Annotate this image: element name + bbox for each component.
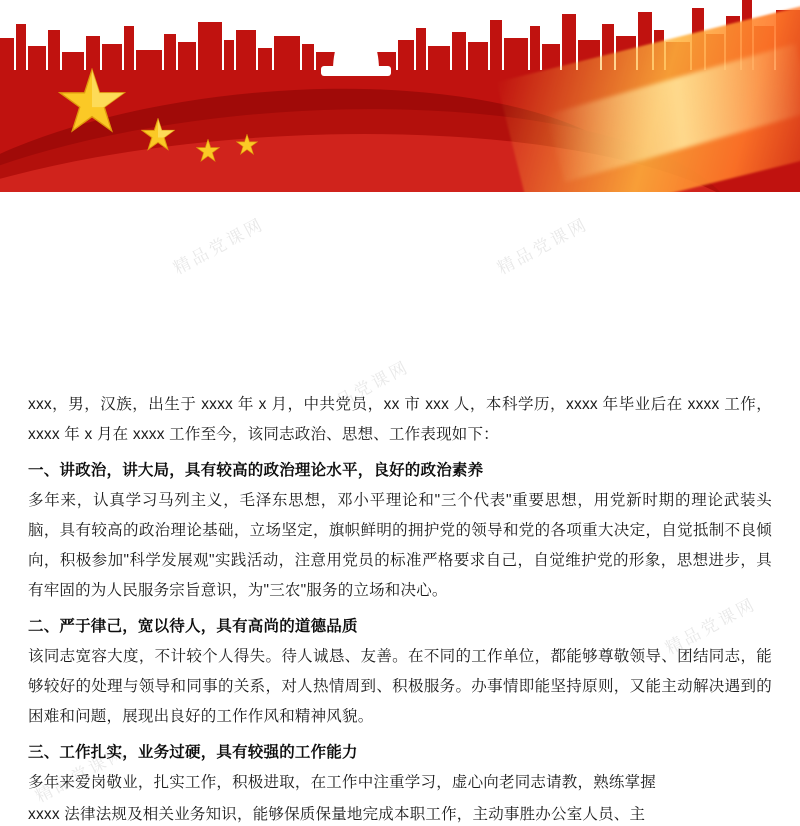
star-small-2-icon <box>236 134 258 155</box>
section-body-3-clipped: xxxx 法律法规及相关业务知识，能够保质保量地完成本职工作，主动事胜办公室人员、主 <box>28 806 646 823</box>
star-medium-icon <box>141 118 175 151</box>
section-heading-1: 一、讲政治，讲大局，具有较高的政治理论水平，良好的政治素养 <box>28 462 484 479</box>
intro-paragraph: xxx，男，汉族，出生于 xxxx 年 x 月，中共党员，xx 市 xxx 人，本科学历，xxxx 年毕业后在 xxxx 工作，xxxx 年 x 月在 xxxx 工作至今，该同志政治、思想、工作表现如下： <box>28 396 772 443</box>
watermark: 精品党课网 <box>662 594 760 659</box>
section-heading-3: 三、工作扎实，业务过硬，具有较强的工作能力 <box>28 744 358 761</box>
header-banner <box>0 0 800 196</box>
star-small-1-icon <box>196 139 220 162</box>
section-heading-2: 二、严于律己，宽以待人，具有高尚的道德品质 <box>28 618 358 635</box>
watermark: 品党课网 <box>333 357 413 412</box>
section-body-1: 多年来，认真学习马列主义，毛泽东思想，邓小平理论和"三个代表"重要思想，用党新时期的理论武装头脑，具有较高的政治理论基础，立场坚定，旗帜鲜明的拥护党的领导和党的各项重大决定，自觉抵制不良倾向，积极参加"科学发展观"实践活动，注意用党员的标准严格要求自己，自觉维护党的形象，思想进步，具有牢固的为人民服务宗旨意识，为"三农"服务的立场和决心。 <box>28 492 772 599</box>
watermark: 精品党课网 <box>32 742 130 807</box>
section-body-2: 该同志宽容大度，不计较个人得失。待人诚恳、友善。在不同的工作单位，都能够尊敬领导、团结同志，能够较好的处理与领导和同事的关系，对人热情周到、积极服务。办事情即能坚持原则，又能主动解决遇到的困难和问题，展现出良好的工作作风和精神风貌。 <box>28 648 772 725</box>
document-body <box>0 196 800 826</box>
watermark: 精品党课网 <box>170 214 268 279</box>
section-body-3: 多年来爱岗敬业，扎实工作，积极进取，在工作中注重学习，虚心向老同志请教，熟练掌握 <box>28 774 657 791</box>
watermark: 精品党课网 <box>494 214 592 279</box>
star-large-icon <box>58 68 126 134</box>
